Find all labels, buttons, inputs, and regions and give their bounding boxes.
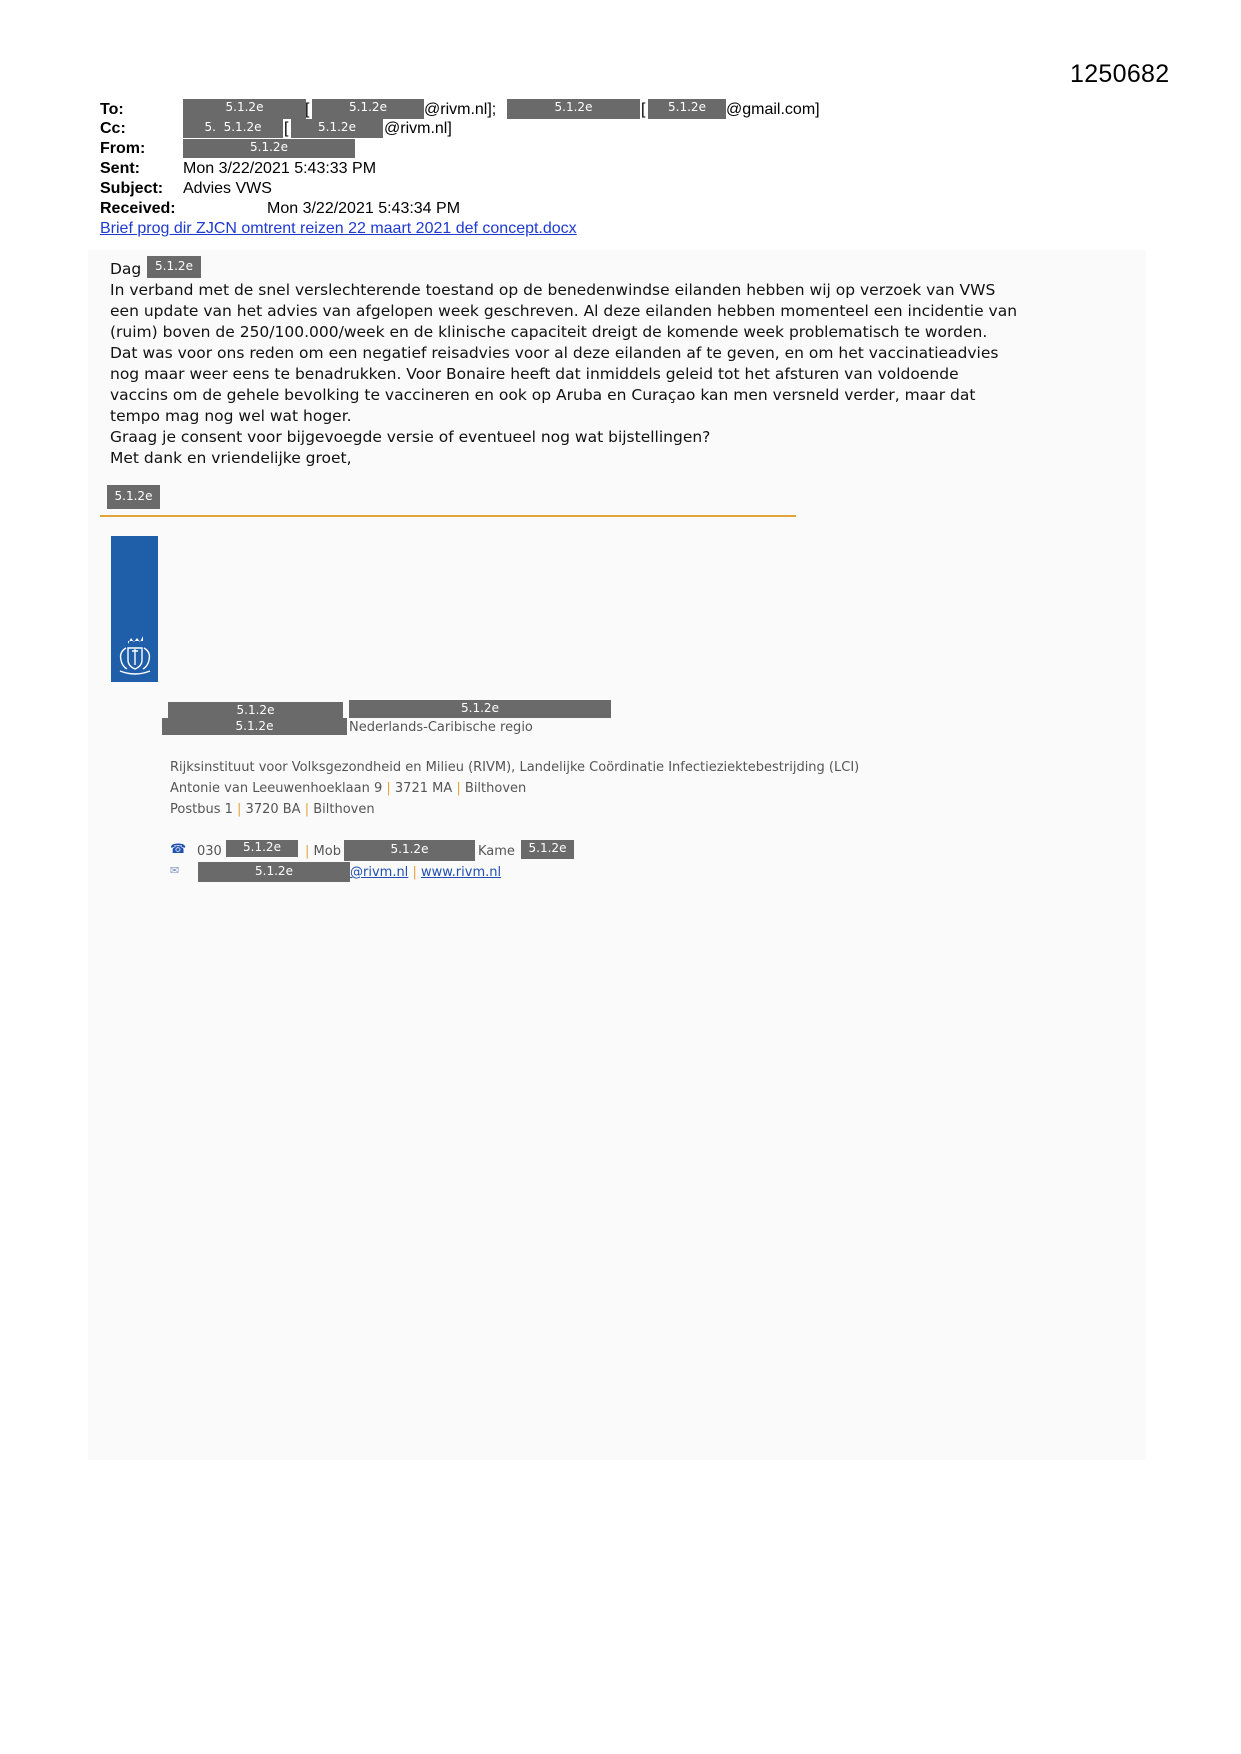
redaction-box: 5.1.2e [521, 840, 574, 859]
signature-institute: Rijksinstituut voor Volksgezondheid en Milieu (RIVM), Landelijke Coördinatie Infectieziektebestrijding (LCI) [170, 760, 860, 775]
to-bracket: [ [305, 101, 310, 118]
from-label: From: [100, 140, 146, 157]
redaction-box: 5.1.2e [183, 99, 306, 119]
greeting: Dag [110, 260, 142, 278]
redaction-box: 5.1.2e [198, 862, 350, 882]
body-line: In verband met de snel verslechterende toestand op de benedenwindse eilanden hebben wij op verzoek van VWS [110, 281, 996, 299]
cc-domain: @rivm.nl] [384, 120, 452, 137]
redaction-box: 5.1.2e [107, 485, 160, 509]
phone-prefix: 030 [197, 844, 222, 859]
to-domain-1: @rivm.nl]; [424, 101, 497, 118]
cc-redaction-prefix: 5. [204, 120, 216, 134]
attachment-link[interactable]: Brief prog dir ZJCN omtrent reizen 22 maart 2021 def concept.docx [100, 220, 577, 237]
redaction-box: 5.1.2e [168, 702, 343, 719]
redaction-box: 5.1.2e [147, 256, 201, 278]
to-bracket: [ [641, 101, 646, 118]
body-line: (ruim) boven de 250/100.000/week en de klinische capaciteit dreigt de komende week problematisch te worden. [110, 323, 988, 341]
mobile-label: | Mob [305, 844, 341, 859]
redaction-box: 5.1.2e [507, 99, 640, 119]
to-label: To: [100, 101, 124, 118]
body-line: Graag je consent voor bijgevoegde versie of eventueel nog wat bijstellingen? [110, 428, 711, 446]
email-and-website: @rivm.nl | www.rivm.nl [350, 865, 502, 880]
room-label: Kame [478, 844, 515, 859]
email-link[interactable]: @rivm.nl [350, 865, 409, 880]
redaction-box: 5.1.2e [312, 99, 424, 119]
subject-value: Advies VWS [183, 180, 272, 197]
to-domain-2: @gmail.com] [726, 101, 820, 118]
redaction-box: 5.1.2e [291, 119, 383, 138]
envelope-icon: ✉ [170, 864, 180, 877]
logo [111, 536, 158, 682]
body-line: Dat was voor ons reden om een negatief reisadvies voor al deze eilanden af te geven, en om het vaccinatieadvies [110, 344, 999, 362]
document-number: 1250682 [1070, 60, 1170, 88]
redaction-label: 5.1.2e [223, 120, 262, 134]
signature-postbus: Postbus 1 | 3720 BA | Bilthoven [170, 802, 375, 817]
cc-bracket: [ [284, 120, 289, 137]
sent-label: Sent: [100, 160, 140, 177]
redaction-box: 5.1.2e [162, 718, 347, 735]
redaction-box: 5.1.2e [648, 99, 726, 119]
received-value: Mon 3/22/2021 5:43:34 PM [267, 200, 461, 217]
received-label: Received: [100, 200, 176, 217]
body-line: nog maar weer eens te benadrukken. Voor Bonaire heeft dat inmiddels geleid tot het afsturen van voldoende [110, 365, 959, 383]
body-line: tempo mag nog wel wat hoger. [110, 407, 352, 425]
signature-address: Antonie van Leeuwenhoeklaan 9 | 3721 MA | Bilthoven [170, 781, 527, 796]
cc-label: Cc: [100, 120, 126, 137]
redaction-box: 5.1.2e [344, 840, 475, 861]
redaction-box: 5.1.2e [349, 700, 611, 718]
body-line: vaccins om de gehele bevolking te vaccineren en ook op Aruba en Curaçao kan men versneld verder, maar dat [110, 386, 976, 404]
coat-of-arms-icon [111, 536, 158, 682]
sent-value: Mon 3/22/2021 5:43:33 PM [183, 160, 377, 177]
redaction-box: 5.1.2e [183, 139, 355, 158]
signature-divider [100, 515, 796, 517]
body-line: een update van het advies van afgelopen week geschreven. Al deze eilanden hebben momenteel een incidentie van [110, 302, 1018, 320]
redaction-box [183, 119, 283, 138]
subject-label: Subject: [100, 180, 164, 197]
phone-icon: ☎ [170, 842, 187, 857]
body-line: Met dank en vriendelijke groet, [110, 449, 352, 467]
signature-region: Nederlands-Caribische regio [349, 720, 533, 735]
redaction-box: 5.1.2e [226, 840, 298, 857]
website-link[interactable]: www.rivm.nl [420, 865, 502, 880]
